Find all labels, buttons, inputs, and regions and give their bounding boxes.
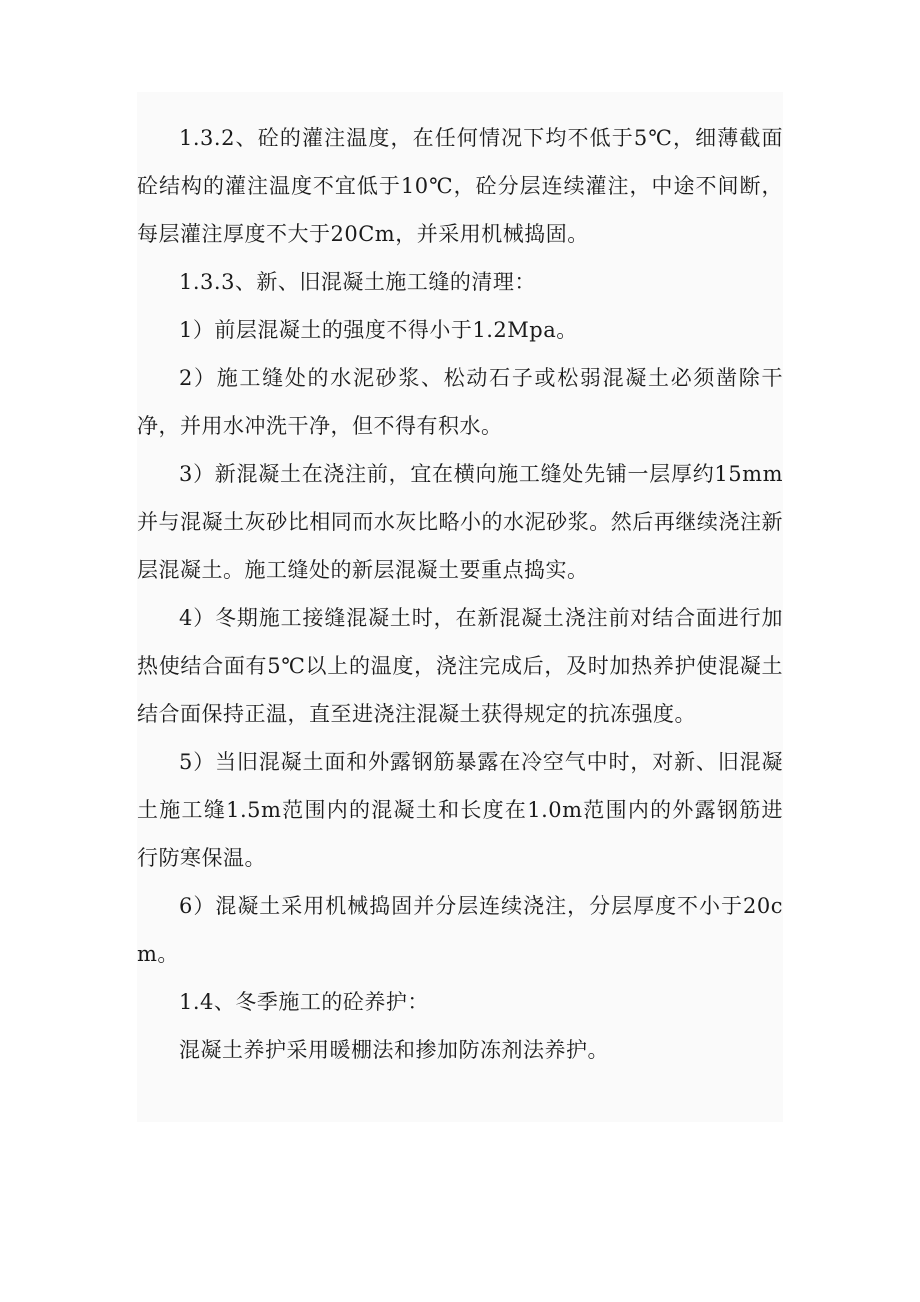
paragraph-1-4-heading: 1.4、冬季施工的砼养护： [179, 990, 429, 1014]
paragraph-item-6: 6）混凝土采用机械捣固并分层连续浇注，分层厚度不小于20cm。 [137, 894, 783, 966]
paragraph-item-4: 4）冬期施工接缝混凝土时，在新混凝土浇注前对结合面进行加热使结合面有5℃以上的温度，浇注完成后，及时加热养护使混凝土结合面保持正温，直至进浇注混凝土获得规定的抗冻强度。 [137, 606, 783, 726]
paragraph-1-3-3-heading: 1.3.3、新、旧混凝土施工缝的清理： [179, 270, 536, 294]
paragraph-item-1: 1）前层混凝土的强度不得小于1.2Mpa。 [179, 318, 578, 342]
text-block [137, 92, 783, 1122]
paragraph-item-3: 3）新混凝土在浇注前，宜在横向施工缝处先铺一层厚约15mm并与混凝土灰砂比相同而水灰比略小的水泥砂浆。然后再继续浇注新层混凝土。施工缝处的新层混凝土要重点捣实。 [137, 462, 783, 582]
paragraph-1-3-2: 1.3.2、砼的灌注温度，在任何情况下均不低于5℃，细薄截面砼结构的灌注温度不宜低于10℃，砼分层连续灌注，中途不间断，每层灌注厚度不大于20Cm，并采用机械捣固。 [137, 126, 783, 246]
paragraph-item-2: 2）施工缝处的水泥砂浆、松动石子或松弱混凝土必须凿除干净，并用水冲洗干净，但不得有积水。 [137, 366, 783, 438]
paragraph-item-5: 5）当旧混凝土面和外露钢筋暴露在冷空气中时，对新、旧混凝土施工缝1.5m范围内的混凝土和长度在1.0m范围内的外露钢筋进行防寒保温。 [137, 750, 783, 870]
paragraph-curing-method: 混凝土养护采用暖棚法和掺加防冻剂法养护。 [179, 1038, 609, 1062]
